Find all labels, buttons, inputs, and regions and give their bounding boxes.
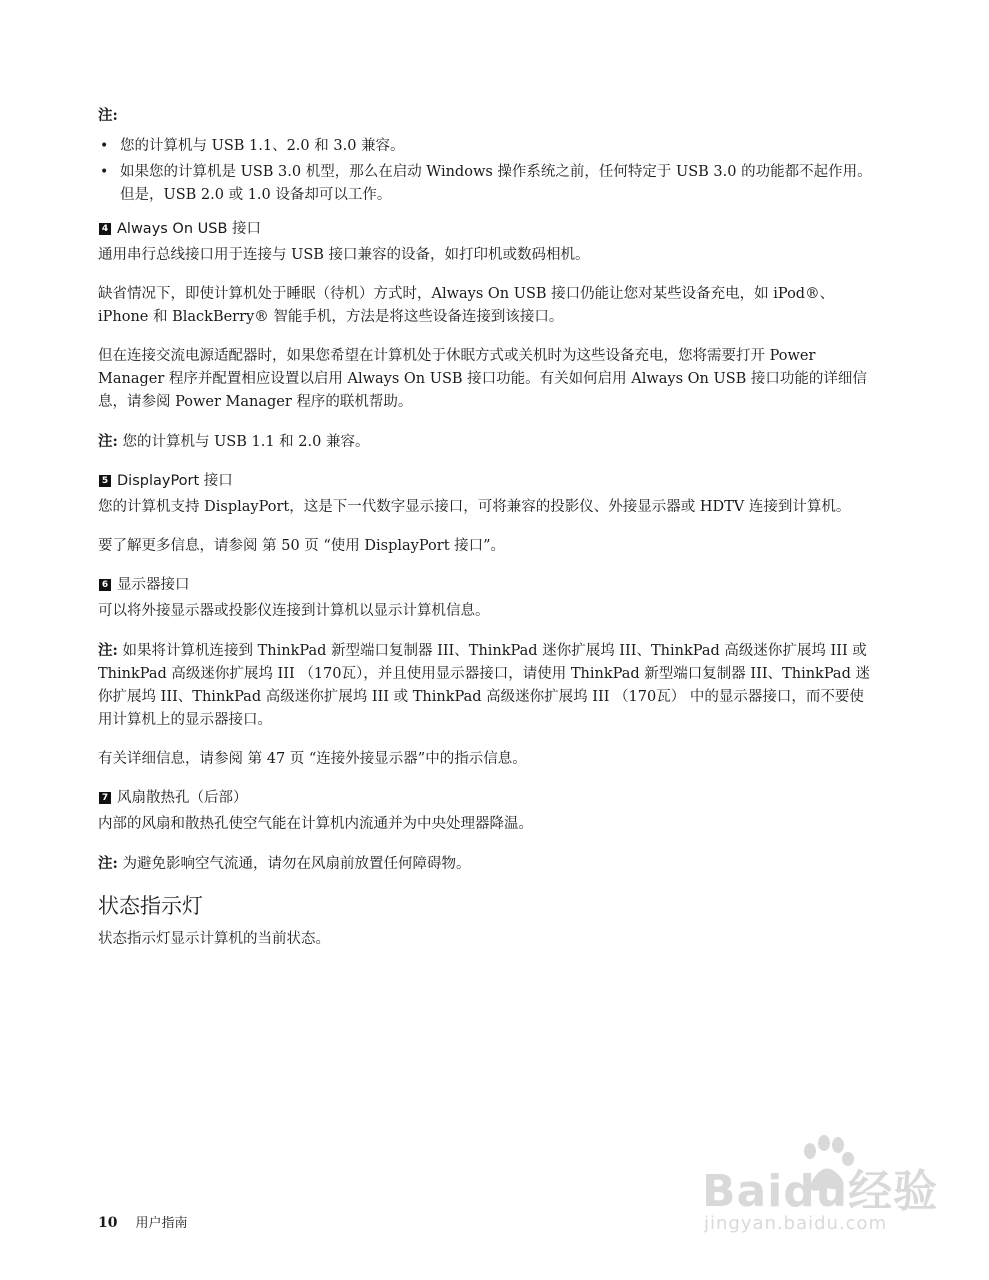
- note-text: 您的计算机与 USB 1.1 和 2.0 兼容。: [122, 434, 370, 450]
- section-number-badge: 6: [99, 579, 111, 591]
- status-indicators-heading: 状态指示灯: [98, 894, 203, 918]
- paragraph: 缺省情况下，即使计算机处于睡眠（待机）方式时，Always On USB 接口仍能让您对某些设备充电，如 iPod®、iPhone 和 BlackBerry® 智能手机，方法是将这些设备连接到该接口。: [98, 286, 835, 325]
- note-paragraph: [98, 852, 878, 876]
- paragraph: 状态指示灯显示计算机的当前状态。: [98, 931, 330, 947]
- note-paragraph: [98, 430, 878, 454]
- paragraph: 要了解更多信息，请参阅 第 50 页 “使用 DisplayPort 接口”。: [98, 538, 506, 554]
- paragraph: 可以将外接显示器或投影仪连接到计算机以显示计算机信息。: [98, 603, 490, 619]
- note-label: 注:: [98, 107, 118, 124]
- section-title: DisplayPort 接口: [117, 473, 233, 489]
- section-heading-displayport: [98, 470, 878, 492]
- section-heading-fan-louvers: [98, 787, 878, 809]
- paragraph: 您的计算机支持 DisplayPort，这是下一代数字显示接口，可将兼容的投影仪、外接显示器或 HDTV 连接到计算机。: [98, 499, 851, 515]
- section-title: 风扇散热孔（后部）: [117, 790, 248, 806]
- watermark-brand: Baidu经验: [702, 1166, 939, 1217]
- list-item: • 您的计算机与 USB 1.1、2.0 和 3.0 兼容。: [98, 135, 878, 158]
- section-heading-monitor-connector: [98, 574, 878, 596]
- note-label: 注:: [98, 433, 118, 450]
- list-item: • 如果您的计算机是 USB 3.0 机型，那么在启动 Windows 操作系统之前，任何特定于 USB 3.0 的功能都不起作用。但是，USB 2.0 或 1.0 设备却可以工作。: [98, 161, 878, 207]
- paragraph: 有关详细信息，请参阅 第 47 页 “连接外接显示器”中的指示信息。: [98, 751, 527, 767]
- section-title: Always On USB 接口: [117, 221, 262, 237]
- section-number-badge: 4: [99, 223, 111, 235]
- note-text: 如果将计算机连接到 ThinkPad 新型端口复制器 III、ThinkPad 迷你扩展坞 III、ThinkPad 高级迷你扩展坞 III 或 ThinkPad 高级迷你扩展坞 III （170瓦），并且使用显示器接口，请使用 ThinkPad 新型端口复制器 III、ThinkPad 迷你扩展坞 III、ThinkPad 高级迷你扩展坞 III 或 ThinkPad 高级迷你扩展坞 III （170瓦） 中的显示器接口，而不要使用计算机上的显示器接口。: [98, 643, 870, 728]
- document-body: [98, 104, 878, 951]
- note-label: 注:: [98, 855, 118, 872]
- section-title: 显示器接口: [117, 577, 190, 593]
- section-number-badge: 7: [99, 792, 111, 804]
- baidu-watermark: [700, 1135, 940, 1245]
- section-heading-always-on-usb: [98, 218, 878, 240]
- page-number: 10: [98, 1215, 118, 1231]
- page-footer: [98, 1212, 188, 1231]
- watermark-url: jingyan.baidu.com: [704, 1213, 888, 1234]
- paragraph: 通用串行总线接口用于连接与 USB 接口兼容的设备，如打印机或数码相机。: [98, 247, 590, 263]
- footer-title: 用户指南: [135, 1216, 188, 1231]
- section-number-badge: 5: [99, 475, 111, 487]
- note-bullet-list: [98, 135, 878, 207]
- paragraph: 但在连接交流电源适配器时，如果您希望在计算机处于休眠方式或关机时为这些设备充电，您将需要打开 Power Manager 程序并配置相应设置以启用 Always On USB 接口功能。有关如何启用 Always On USB 接口功能的详细信息，请参阅 Power Manager 程序的联机帮助。: [98, 348, 867, 410]
- note-text: 为避免影响空气流通，请勿在风扇前放置任何障碍物。: [122, 856, 471, 872]
- paragraph: 内部的风扇和散热孔使空气能在计算机内流通并为中央处理器降温。: [98, 816, 533, 832]
- note-label: 注:: [98, 642, 118, 659]
- note-paragraph: [98, 639, 878, 732]
